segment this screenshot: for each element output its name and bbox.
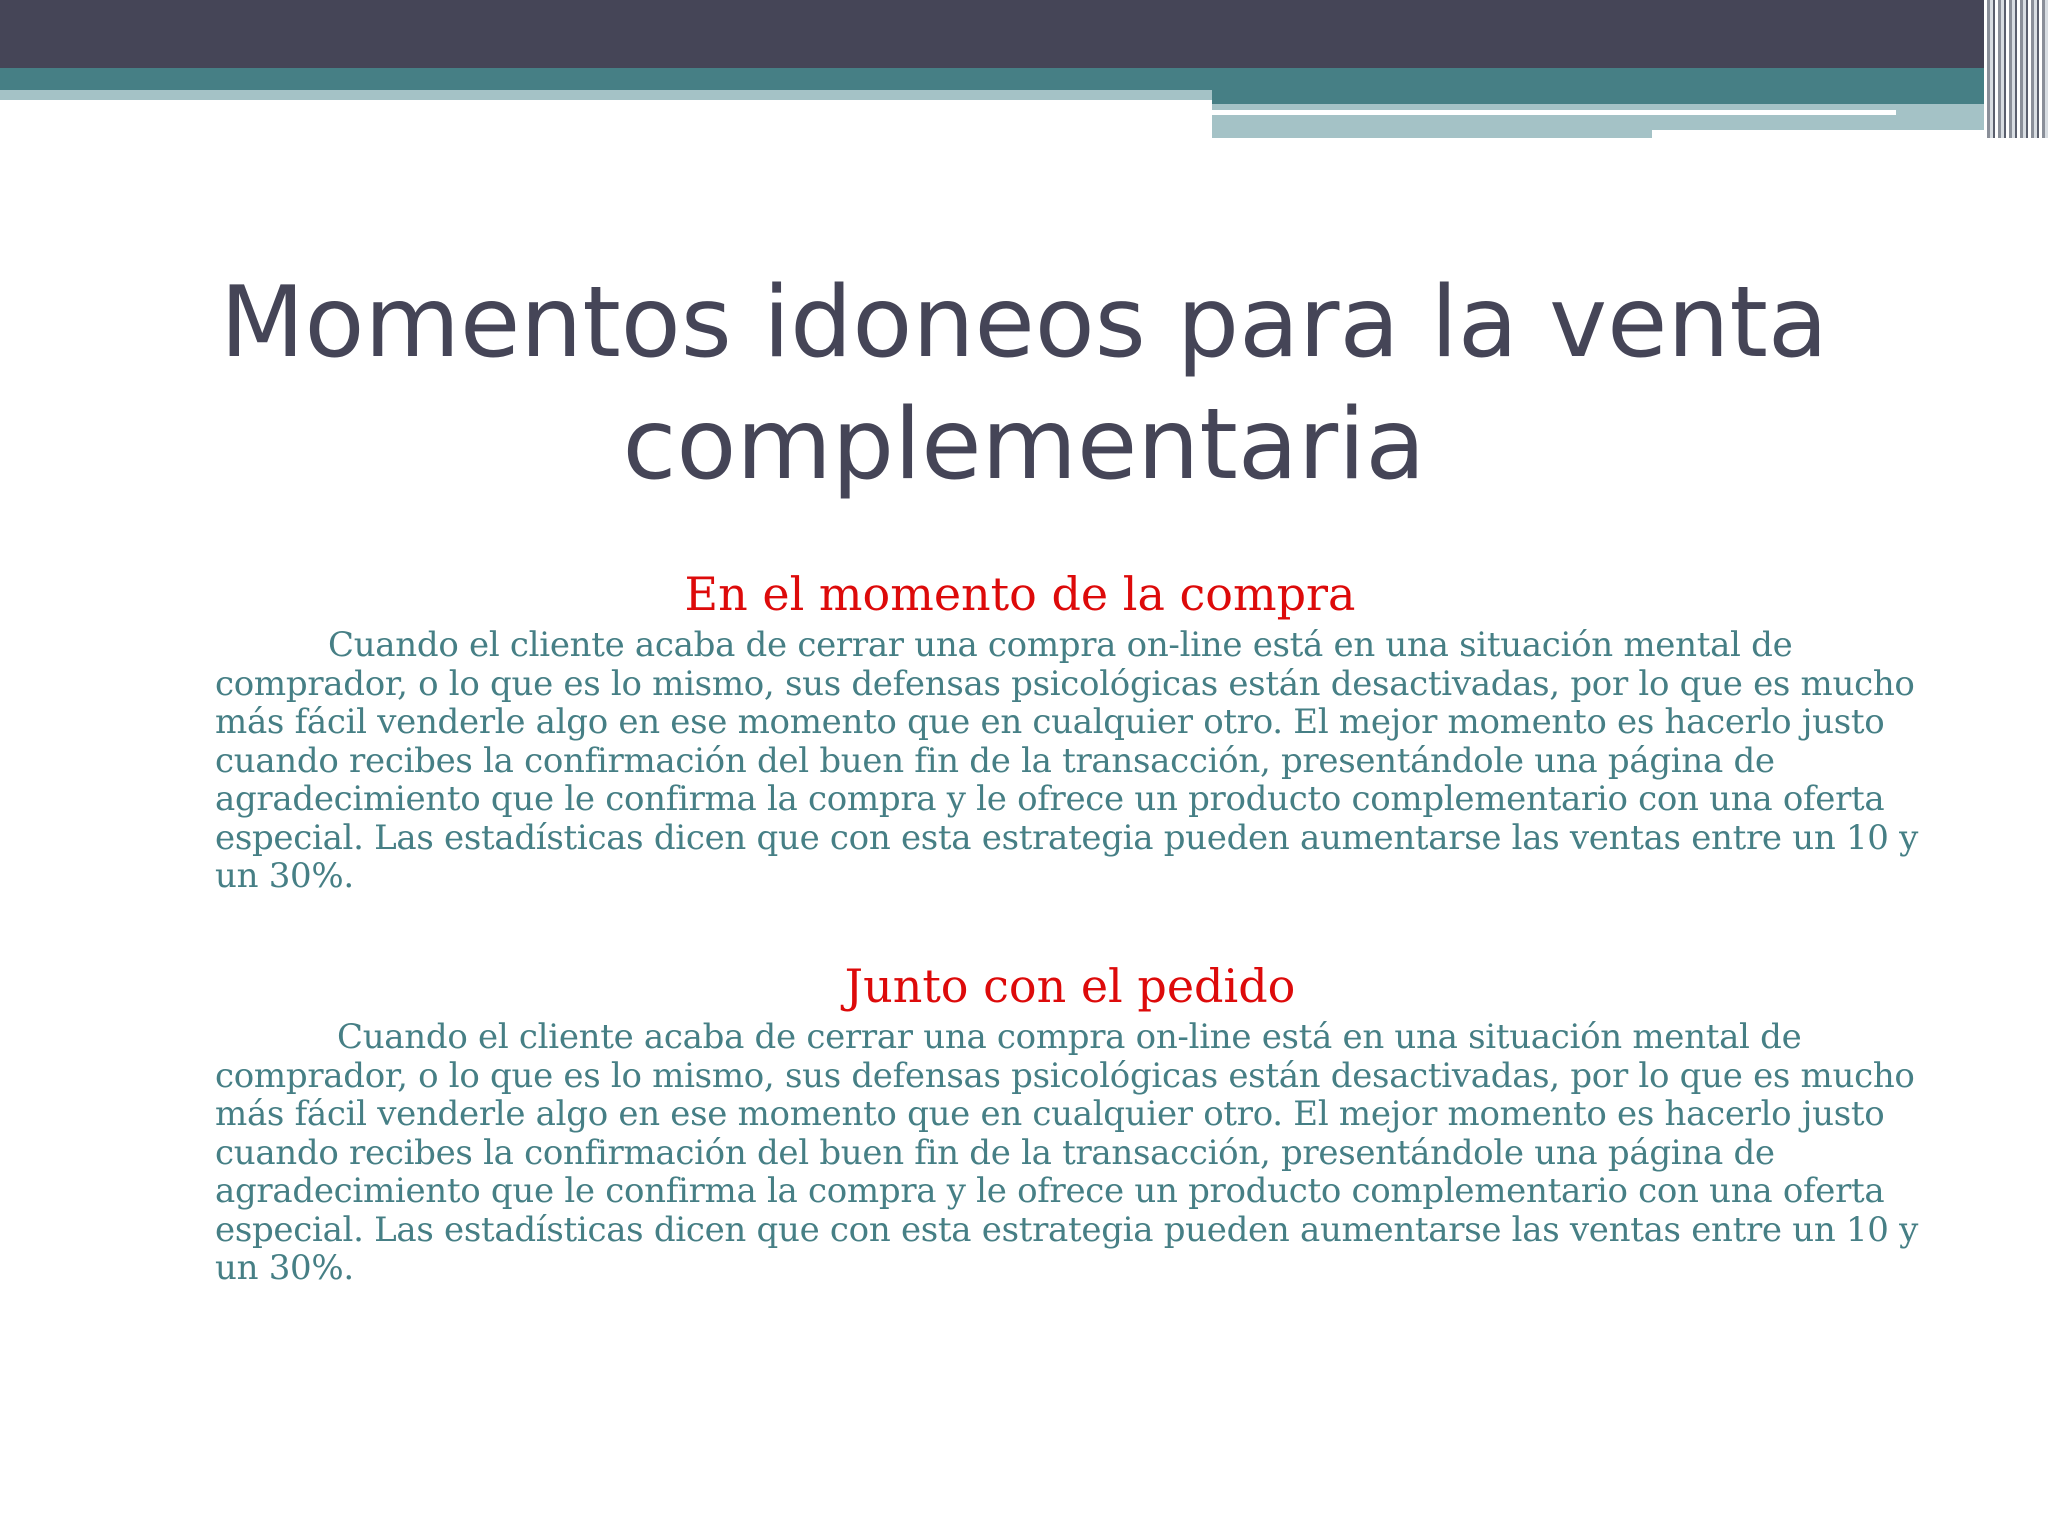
section-heading-pedido: Junto con el pedido bbox=[844, 959, 1296, 1013]
header-bar-light-left bbox=[0, 90, 1212, 100]
section-heading-compra: En el momento de la compra bbox=[684, 567, 1356, 621]
section-body-compra: Cuando el cliente acaba de cerrar una compra on-line está en una situación mental de comprador, o lo que es lo mismo, sus defensas psicológicas están desactivadas, por lo que es mucho más fácil venderle algo en ese momento que en cualquier otro. El mejor momento es hacerlo justo cuando recibes la confirmación del buen fin de la transacción, presentándole una página de agradecimiento que le confirma la compra y le ofrece un producto complementario con una oferta especial. Las estadísticas dicen que con esta estrategia pueden aumentarse las ventas entre un 10 y un 30%. bbox=[215, 625, 1919, 896]
header-accent-line bbox=[1212, 110, 1896, 115]
header-bar-teal-right bbox=[1212, 90, 2048, 104]
header-stripes bbox=[1984, 0, 2048, 138]
slide-title: Momentos idoneos para la venta complementaria bbox=[219, 266, 1828, 502]
header-bar-teal bbox=[0, 68, 2048, 90]
section-body-pedido: Cuando el cliente acaba de cerrar una compra on-line está en una situación mental de comprador, o lo que es lo mismo, sus defensas psicológicas están desactivadas, por lo que es mucho más fácil venderle algo en ese momento que en cualquier otro. El mejor momento es hacerlo justo cuando recibes la confirmación del buen fin de la transacción, presentándole una página de agradecimiento que le confirma la compra y le ofrece un producto complementario con una oferta especial. Las estadísticas dicen que con esta estrategia pueden aumentarse las ventas entre un 10 y un 30%. bbox=[215, 1017, 1919, 1288]
header-bar-dark bbox=[0, 0, 2048, 68]
